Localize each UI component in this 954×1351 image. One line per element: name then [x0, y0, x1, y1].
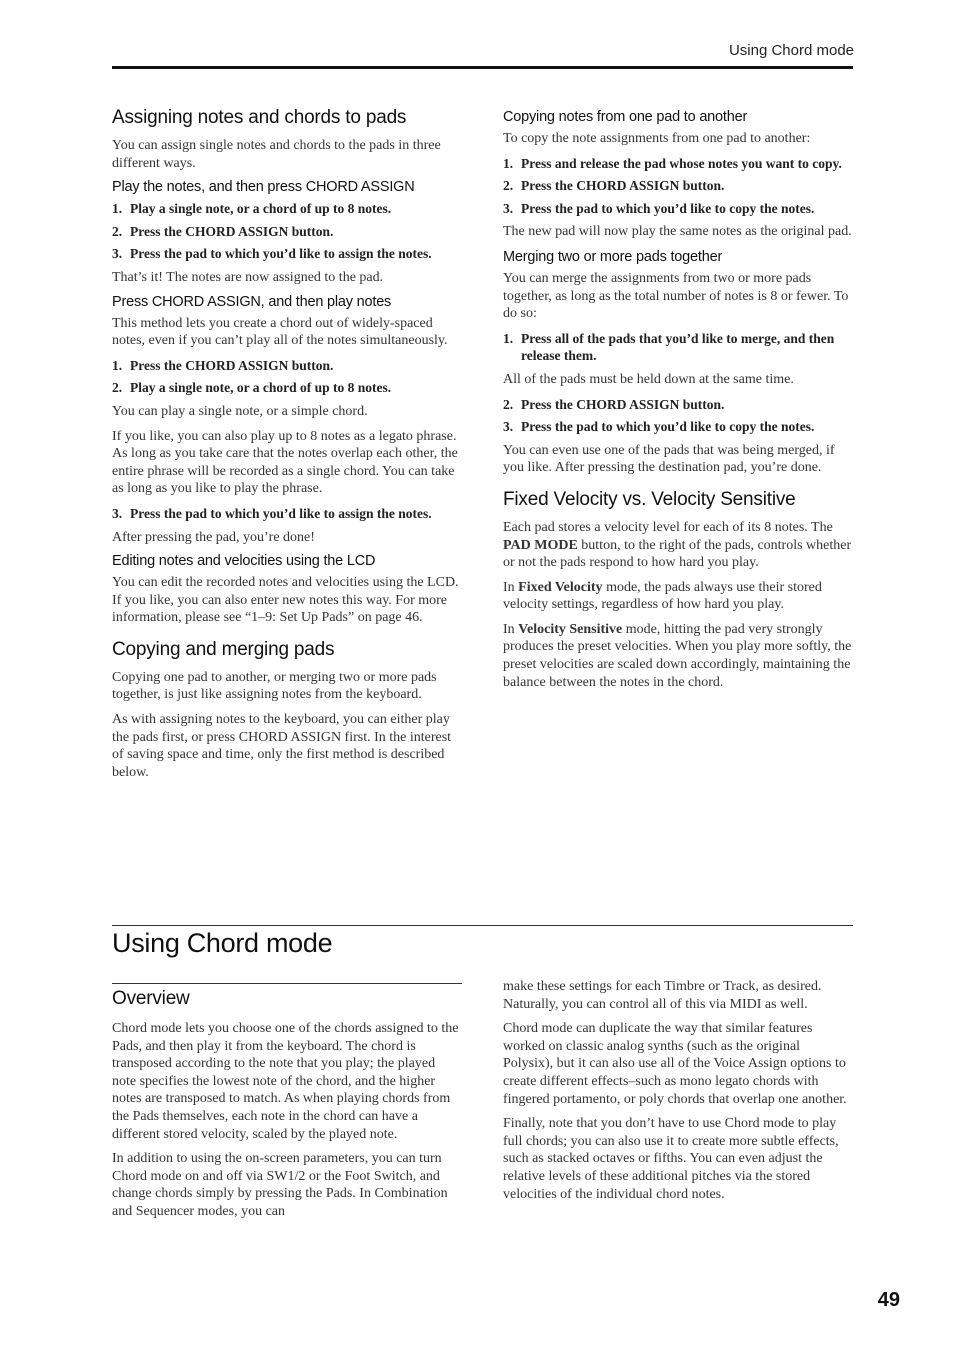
heading-overview: Overview: [112, 988, 190, 1009]
subheading-merging: Merging two or more pads together: [503, 248, 723, 265]
step-item: 1. Press all of the pads that you’d like to merge, and then release them.: [503, 330, 835, 364]
page-number: 49: [877, 1289, 900, 1311]
overview-rule: [112, 983, 462, 984]
section-rule: [112, 925, 853, 926]
paragraph: If you like, you can also play up to 8 notes as a legato phrase. As long as you take care that the notes overlap each other, the entire phrase will be recorded as a single chord. You can take as long as you like to play the phrase.: [112, 428, 458, 497]
paragraph: Finally, note that you don’t have to use Chord mode to play full chords; you can also use it to create more subtle effects, such as stacked octaves or fifths. You can even adjust the relative levels of these additional pitches via the stored velocities of the individual chord notes.: [503, 1116, 839, 1202]
running-head: Using Chord mode: [728, 42, 854, 59]
paragraph: You can assign single notes and chords to the pads in three different ways.: [112, 138, 441, 171]
paragraph: You can edit the recorded notes and velocities using the LCD. If you like, you can also enter new notes this way. For more information, please see “1–9: Set Up Pads” on page 46.: [112, 575, 459, 626]
paragraph: As with assigning notes to the keyboard, you can either play the pads first, or press CHORD ASSIGN first. In the interest of saving space and time, only the first method is described below.: [112, 712, 452, 780]
heading-fixed-velocity: Fixed Velocity vs. Velocity Sensitive: [503, 488, 796, 510]
subheading-play-then-assign: Play the notes, and then press CHORD ASSIGN: [112, 179, 415, 196]
paragraph: You can even use one of the pads that was being merged, if you like. After pressing the destination pad, you’re done.: [503, 442, 835, 476]
paragraph: In Velocity Sensitive mode, hitting the pad very strongly produces the preset velocities. When you play more softly, the preset velocities are scaled down accordingly, maintaining the balance between the notes in the chord.: [503, 621, 852, 690]
paragraph: Copying one pad to another, or merging two or more pads together, is just like assigning notes from the keyboard.: [112, 669, 437, 703]
chord-right-column: [503, 978, 853, 1210]
paragraph: You can merge the assignments from two or more pads together, as long as the total number of notes is 8 or fewer. To do so:: [503, 270, 849, 322]
steps-list: [112, 200, 462, 263]
paragraph: make these settings for each Timbre or Track, as desired. Naturally, you can control all of this via MIDI as well.: [503, 979, 822, 1012]
step-item: 2. Press the CHORD ASSIGN button.: [503, 396, 725, 412]
step-item: 1. Press the CHORD ASSIGN button.: [112, 357, 334, 373]
left-column: [112, 107, 462, 788]
paragraph: Chord mode lets you choose one of the chords assigned to the Pads, and then play it from the keyboard. The chord is transposed according to the note that you play; the played note specifies the lowest note of the chord, and the higher notes are transposed to match. As when playing chords from the Pads themselves, each note in the chord can have a different stored velocity, scaled by the played note.: [112, 1021, 459, 1142]
paragraph: This method lets you create a chord out of widely-spaced notes, even if you can’t play all of the notes simultaneously.: [112, 315, 448, 349]
velocity-sensitive-term: Velocity Sensitive: [518, 621, 623, 637]
paragraph: Each pad stores a velocity level for each of its 8 notes. The PAD MODE button, to the right of the pads, controls whether or not the pads respond to how hard you play.: [503, 519, 852, 571]
paragraph: The new pad will now play the same notes as the original pad.: [503, 224, 852, 240]
step-item: 3. Press the pad to which you’d like to assign the notes.: [112, 505, 432, 521]
step-item: 2. Press the CHORD ASSIGN button.: [112, 223, 334, 239]
paragraph: After pressing the pad, you’re done!: [112, 529, 315, 545]
step-item: 1. Play a single note, or a chord of up to 8 notes.: [112, 201, 392, 217]
subheading-press-then-play: Press CHORD ASSIGN, and then play notes: [112, 293, 392, 310]
step-item: 2. Play a single note, or a chord of up to 8 notes.: [112, 380, 392, 396]
paragraph: All of the pads must be held down at the same time.: [503, 371, 794, 387]
steps-list: [503, 330, 853, 365]
heading-assigning: Assigning notes and chords to pads: [112, 107, 407, 128]
step-item: 3. Press the pad to which you’d like to assign the notes.: [112, 246, 432, 262]
right-column: [503, 109, 853, 698]
step-item: 3. Press the pad to which you’d like to copy the notes.: [503, 419, 815, 435]
subheading-copy-notes: Copying notes from one pad to another: [503, 109, 748, 125]
fixed-velocity-term: Fixed Velocity: [518, 579, 603, 595]
steps-list: [112, 505, 462, 523]
step-item: 3. Press the pad to which you’d like to copy the notes.: [503, 200, 815, 216]
paragraph: In Fixed Velocity mode, the pads always use their stored velocity settings, regardless of how hard you play.: [503, 579, 822, 613]
paragraph: To copy the note assignments from one pad to another:: [503, 131, 811, 146]
steps-list: [503, 396, 853, 436]
steps-list: [503, 155, 853, 218]
steps-list: [112, 357, 462, 397]
header-rule: [112, 66, 853, 69]
paragraph: You can play a single note, or a simple chord.: [112, 403, 368, 419]
step-item: 1. Press and release the pad whose notes you want to copy.: [503, 155, 842, 171]
paragraph: Chord mode can duplicate the way that similar features worked on classic analog synths (such as the original Polysix), but it can also use all of the Voice Assign options to create different effects–such as mono legato chords with fingered portamento, or poly chords that overlap one another.: [503, 1021, 847, 1107]
heading-copying-merging: Copying and merging pads: [112, 638, 335, 660]
paragraph: In addition to using the on-screen parameters, you can turn Chord mode on and off via SW1/2 or the Foot Switch, and change chords simply by pressing the Pads. In Combination and Sequencer modes, you can: [112, 1151, 448, 1219]
step-item: 2. Press the CHORD ASSIGN button.: [503, 178, 725, 194]
section-title: Using Chord mode: [112, 928, 333, 958]
subheading-editing: Editing notes and velocities using the LCD: [112, 553, 376, 570]
chord-left-column: [112, 983, 462, 1228]
paragraph: That’s it! The notes are now assigned to the pad.: [112, 269, 384, 285]
pad-mode-term: PAD MODE: [503, 537, 578, 553]
